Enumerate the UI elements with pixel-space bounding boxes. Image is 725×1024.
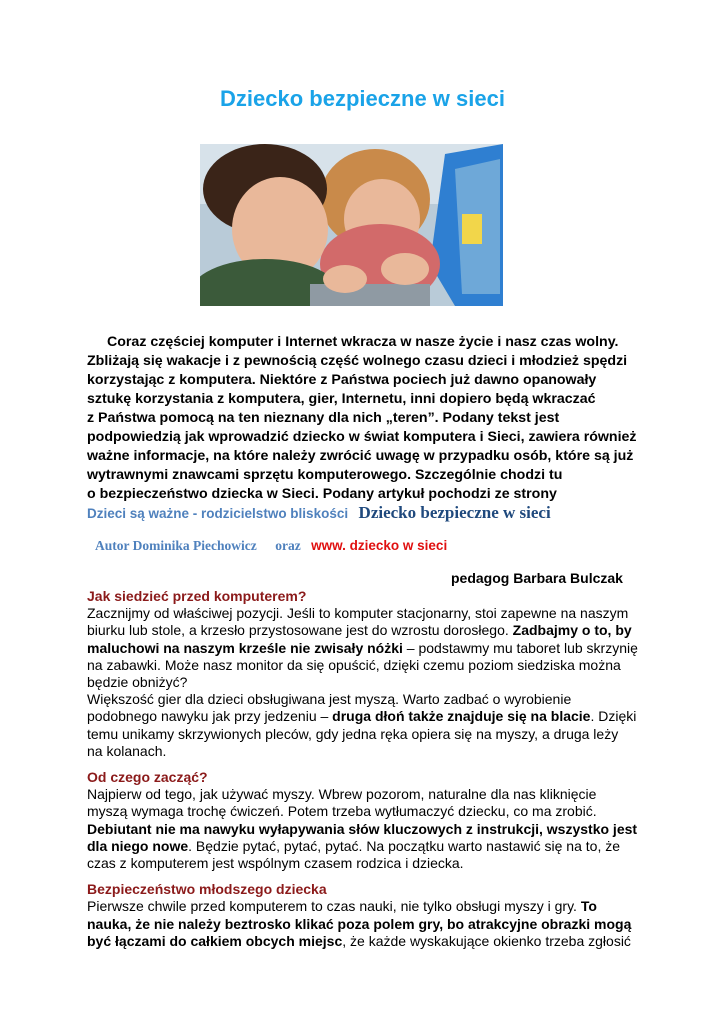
body-line: na zabawki. Może nasz monitor da się opuścić, dzięki czemu poziom siedziska można <box>87 656 621 673</box>
conjunction-text: oraz <box>275 538 301 553</box>
section-sitting <box>87 588 647 760</box>
body-line: na kolanach. <box>87 742 167 759</box>
text-run: – podstawmy mu taboret lub skrzynię <box>402 639 638 656</box>
intro-line: z Państwa pomocą na ten nieznany dla nich „teren”. Podany tekst jest <box>87 410 560 426</box>
intro-line: korzystając z komputera. Niektóre z Państwa pociech już dawno opanowały <box>87 372 597 388</box>
section-heading: Bezpieczeństwo młodszego dziecka <box>87 881 327 898</box>
article-link[interactable]: Dziecko bezpieczne w sieci <box>358 503 551 522</box>
intro-line: o bezpieczeństwo dziecka w Sieci. Podany artykuł pochodzi ze strony <box>87 486 557 502</box>
intro-line: sztukę korzystania z komputera, gier, Internetu, inni dopiero będą wkraczać <box>87 391 596 407</box>
intro-line: Zbliżają się wakacje i z pewnością część wolnego czasu dzieci i młodzież spędzi <box>87 353 628 369</box>
text-run: . Będzie pytać, pytać, pytać. Na początku warto nastawić się na to, że <box>188 837 621 854</box>
intro-line: ważne informacje, na które należy zwrócić uwagę w przypadku osób, które są już <box>87 448 634 464</box>
body-line <box>87 898 647 915</box>
article-body <box>87 588 647 959</box>
source-links <box>87 503 667 523</box>
section-start <box>87 769 647 872</box>
body-line: będzie obniżyć? <box>87 674 188 691</box>
section-heading: Jak siedzieć przed komputerem? <box>87 588 307 604</box>
body-line <box>87 821 647 838</box>
text-run: podobnego nawyku jak przy jedzeniu – <box>87 708 333 725</box>
text-run: , że każde wyskakujące okienko trzeba zgłosić <box>342 932 631 949</box>
bold-run: To <box>580 898 597 915</box>
bold-run: maluchowi na naszym krześle nie zwisały nóżki <box>87 639 403 656</box>
body-line: myszą wymaga trochę ćwiczeń. Potem trzeba wytłumaczyć dziecku, co ma zrobić. <box>87 803 597 820</box>
body-line: Zacznijmy od właściwej pozycji. Jeśli to komputer stacjonarny, stoi zapewne na naszym <box>87 605 629 622</box>
page-title: Dziecko bezpieczne w sieci <box>220 86 505 111</box>
children-at-computer-photo <box>200 144 503 306</box>
body-line <box>87 838 647 855</box>
photo-illustration <box>200 144 503 306</box>
bold-run: dla niego nowe <box>87 837 189 854</box>
text-run: Pierwsze chwile przed komputerem to czas nauki, nie tylko obsługi myszy i gry. <box>87 898 581 915</box>
intro-paragraph <box>87 333 647 504</box>
section-heading: Od czego zacząć? <box>87 769 208 786</box>
body-line <box>87 916 647 933</box>
signature: pedagog Barbara Bulczak <box>451 570 623 586</box>
author-line <box>95 537 447 555</box>
intro-line: wytrawnymi znawcami sprzętu komputerowego. Szczególnie chodzi tu <box>87 467 563 483</box>
body-line <box>87 622 647 639</box>
body-line <box>87 708 647 725</box>
section-safety <box>87 881 647 950</box>
intro-line: Coraz częściej komputer i Internet wkracza w nasze życie i nasz czas wolny. <box>107 334 619 350</box>
bold-run: nauka, że nie należy beztrosko klikać poza polem gry, bo atrakcyjne obrazki mogą <box>87 915 632 932</box>
text-run: . Dzięki <box>590 708 637 725</box>
www-link[interactable]: www. dziecko w sieci <box>311 538 448 553</box>
bold-run: Zadbajmy o to, by <box>512 622 632 639</box>
body-line: Najpierw od tego, jak używać myszy. Wbrew pozorom, naturalne dla nas kliknięcie <box>87 786 597 803</box>
bold-run: druga dłoń także znajduje się na blacie <box>332 708 591 725</box>
bold-run: Debiutant nie ma nawyku wyłapywania słów kluczowych z instrukcji, wszystko jest <box>87 820 638 837</box>
intro-line: podpowiedzią jak wprowadzić dziecko w świat komputera i Sieci, zawiera również <box>87 429 637 445</box>
site-link[interactable]: Dzieci są ważne - rodzicielstwo bliskości <box>87 506 349 521</box>
body-line <box>87 933 647 950</box>
body-line: czas z komputerem jest wspólnym czasem rodzica i dziecka. <box>87 855 464 872</box>
body-line <box>87 640 647 657</box>
body-line: temu unikamy skrzywionych pleców, gdy jedna ręka opiera się na myszy, a druga leży <box>87 725 619 742</box>
bold-run: być łączami do całkiem obcych miejsc <box>87 932 343 949</box>
author-name: Autor Dominika Piechowicz <box>95 538 257 553</box>
body-line: Większość gier dla dzieci obsługiwana jest myszą. Warto zadbać o wyrobienie <box>87 691 572 708</box>
text-run: biurku lub stole, a krzesło przystosowane jest do wzrostu dorosłego. <box>87 622 513 639</box>
